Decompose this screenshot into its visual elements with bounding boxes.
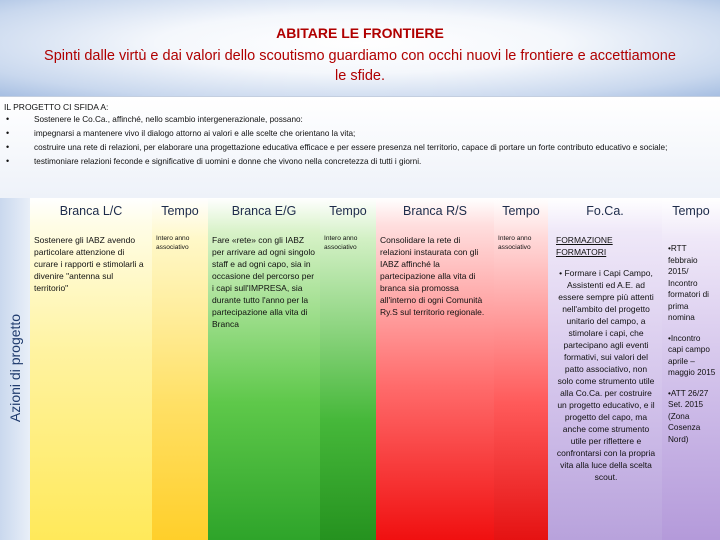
intro-bullet-text: Sostenere le Co.Ca., affinché, nello scambio intergenerazionale, possano: bbox=[34, 115, 303, 124]
bullet-icon: • bbox=[6, 114, 10, 124]
side-label-bar bbox=[0, 198, 30, 540]
column-header: Branca R/S bbox=[403, 204, 467, 218]
column-text: Intero anno associativo bbox=[156, 235, 190, 251]
slide-title: ABITARE LE FRONTIERE bbox=[276, 25, 444, 41]
column-tempo-rs bbox=[494, 198, 548, 540]
tempo-item: •RTT febbraio 2015/ Incontro formatori di prima nomina bbox=[668, 244, 709, 322]
intro-bullet-list bbox=[0, 114, 716, 170]
column-body bbox=[556, 234, 656, 483]
column-text: Intero anno associativo bbox=[498, 235, 532, 251]
column-text: Intero anno associativo bbox=[324, 235, 358, 251]
column-tempo-lc bbox=[152, 198, 208, 540]
column-text: Sostenere gli IABZ avendo particolare attenzione di curare i rapporti e stimolarli a divenire "antenna sul territorio" bbox=[34, 235, 144, 293]
column-tempo-eg bbox=[320, 198, 376, 540]
foca-section-title: FORMAZIONE FORMATORI bbox=[556, 235, 613, 257]
column-text: • Formare i Capi Campo, Assistenti ed A.E. ad essere sempre più attenti nell'ambito del progetto unitario del campo, a stimolare i capi, che partecipano agli eventi formativi, sui valori del patto associativo, non solo come strumento utile alla Co.Ca. per costruire un progetto educativo, e il progetto del capo, ma anche come strumento utile per riflettere e confrontarsi con la propria vita alla luce della scelta scout. bbox=[556, 268, 656, 482]
column-body bbox=[668, 234, 716, 445]
column-branca-rs bbox=[376, 198, 494, 540]
intro-bullet bbox=[0, 114, 716, 125]
intro-bullet-text: testimoniare relazioni feconde e significative di uomini e donne che vivono nella concretezza di tutti i giorni. bbox=[34, 157, 422, 166]
column-header: Branca L/C bbox=[59, 204, 123, 218]
slide-subtitle: Spinti dalle virtù e dai valori dello scoutismo guardiamo con occhi nuovi le frontiere e accettiamone le sfide. bbox=[44, 48, 676, 84]
bullet-icon: • bbox=[6, 142, 10, 152]
column-header: Tempo bbox=[161, 204, 199, 218]
column-branca-eg bbox=[208, 198, 320, 540]
column-text: Consolidare la rete di relazioni instaurata con gli IABZ affinché la partecipazione alla vita di branca sia promossa all'interno di ogni Comunità Ry.S sul territorio regionale. bbox=[380, 235, 485, 317]
tempo-item: •ATT 26/27 Set. 2015 (Zona Cosenza Nord) bbox=[668, 388, 709, 444]
slide-header bbox=[0, 0, 720, 97]
intro-bullet bbox=[0, 142, 716, 153]
intro-lead: IL PROGETTO CI SFIDA A: bbox=[4, 102, 109, 112]
intro-bullet bbox=[0, 128, 716, 139]
tempo-item: •Incontro capi campo aprile – maggio 2015 bbox=[668, 333, 716, 377]
project-intro bbox=[0, 98, 720, 198]
column-branca-lc bbox=[30, 198, 152, 540]
bullet-icon: • bbox=[6, 128, 10, 138]
column-header: Tempo bbox=[672, 204, 710, 218]
column-foca bbox=[548, 198, 662, 540]
intro-bullet bbox=[0, 156, 716, 167]
column-tempo-foca bbox=[662, 198, 720, 540]
bullet-icon: • bbox=[6, 156, 10, 166]
side-label: Azioni di progetto bbox=[7, 313, 23, 423]
column-header: Branca E/G bbox=[231, 204, 297, 218]
intro-bullet-text: costruire una rete di relazioni, per elaborare una progettazione educativa efficace e per essere presenza nel territorio, capace di portare un forte contributo educativo e sociale; bbox=[34, 143, 668, 152]
column-header: Tempo bbox=[329, 204, 367, 218]
column-text: Fare «rete» con gli IABZ per arrivare ad ogni singolo staff e ad ogni capo, sia in occasione del percorso per i capi sull'IMPRESA, sia durante tutto l'anno per la partecipazione alla vita di Branca bbox=[212, 235, 316, 329]
column-header: Fo.Ca. bbox=[586, 204, 624, 218]
intro-bullet-text: impegnarsi a mantenere vivo il dialogo attorno ai valori e alle scelte che orientano la vita; bbox=[34, 129, 356, 138]
column-header: Tempo bbox=[502, 204, 540, 218]
